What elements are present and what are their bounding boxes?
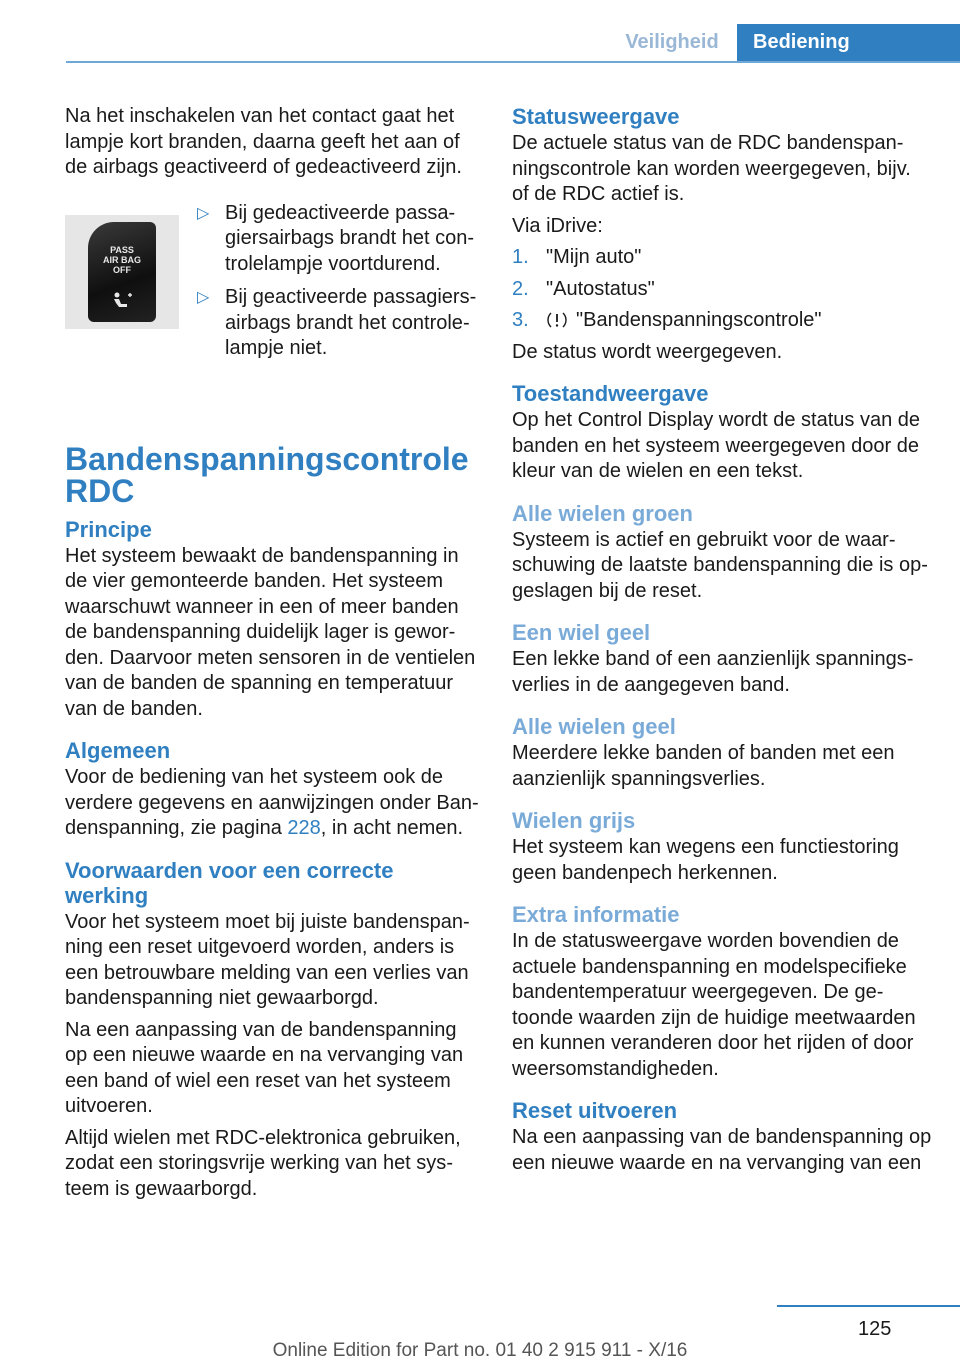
list-item: ▷ Bij geactiveerde passagiersairbags brandt het controlelampje niet. xyxy=(197,286,477,359)
header-rule xyxy=(66,61,960,63)
indicator-label: PASS AIR BAG OFF xyxy=(103,244,141,275)
voorwaarden-heading: Voorwaarden voor een correcte werking xyxy=(65,857,394,908)
voorwaarden-paragraph-3: Altijd wielen met RDC-elektronica gebruiken, zodat een storingsvrije werking van het systeem is gewaarborgd. xyxy=(65,1126,461,1200)
list-item: ▷ Bij gedeactiveerde passagiersairbags brandt het controlelampje voortdurend. xyxy=(197,201,475,275)
idrive-steps xyxy=(512,245,932,334)
header-tab-veiligheid[interactable]: Veiligheid xyxy=(625,31,719,53)
voorwaarden-paragraph-1: Voor het systeem moet bij juiste bandenspanning een reset uitgevoerd worden, anders is een betrouwbare melding van een verlies van bandenspanning niet gewaarborgd. xyxy=(65,910,470,1009)
wielen-grijs-paragraph: Het systeem kan wegens een functiestoring geen bandenpech herkennen. xyxy=(512,836,899,884)
status-shown: De status wordt weergegeven. xyxy=(512,340,783,363)
principe-paragraph: Het systeem bewaakt de bandenspanning in de vier gemonteerde banden. Het systeem waarschuwt wanneer in een of meer banden de bandenspanning duidelijk lager is geworden. Daarvoor meten sensoren in de ventielen van de banden de spanning en temperatuur van de banden. xyxy=(65,544,476,720)
airbag-bullet-list xyxy=(193,201,479,370)
reset-paragraph: Na een aanpassing van de bandenspanning op een nieuwe waarde en na vervanging van een xyxy=(512,1126,932,1174)
section-title: Bandenspanningscontrole RDC xyxy=(65,440,469,509)
extra-informatie-heading: Extra informatie xyxy=(512,902,680,927)
pass-airbag-off-photo xyxy=(65,215,179,329)
intro-paragraph: Na het inschakelen van het contact gaat het lampje kort branden, daarna geeft het aan of de airbags geactiveerd of gedeactiveerd zijn. xyxy=(65,105,462,178)
wielen-grijs-heading: Wielen grijs xyxy=(512,808,636,833)
left-column xyxy=(65,104,479,1208)
toestand-paragraph: Op het Control Display wordt de status van de banden en het systeem weergegeven door de kleur van de wielen en een tekst. xyxy=(512,409,920,482)
list-item: 2. "Autostatus" xyxy=(512,277,655,300)
triangle-bullet-icon: ▷ xyxy=(197,289,210,306)
alle-wielen-geel-heading: Alle wielen geel xyxy=(512,714,676,739)
footer-rule xyxy=(777,1305,960,1307)
een-wiel-geel-paragraph: Een lekke band of een aanzienlijk spanningsverlies in de aangegeven band. xyxy=(512,648,914,696)
reset-heading: Reset uitvoeren xyxy=(512,1098,678,1123)
page-reference-link[interactable]: 228 xyxy=(287,817,321,839)
toestand-heading: Toestandweergave xyxy=(512,381,709,406)
algemeen-paragraph: Voor de bediening van het systeem ook de verdere gegevens en aanwijzingen onder Bandenspanning, zie pagina 228, in acht nemen. xyxy=(65,766,479,839)
right-column xyxy=(512,104,932,1182)
header-tab-bediening[interactable]: Bediening xyxy=(737,24,960,61)
page-number: 125 xyxy=(858,1318,892,1340)
een-wiel-geel-heading: Een wiel geel xyxy=(512,620,651,645)
voorwaarden-paragraph-2: Na een aanpassing van de bandenspanning op een nieuwe waarde en na vervanging van een band of wiel een reset van het systeem uitvoeren. xyxy=(65,1018,464,1117)
via-idrive: Via iDrive: xyxy=(512,214,603,237)
groen-paragraph: Systeem is actief en gebruikt voor de waarschuwing de laatste bandenspanning die is opgeslagen bij de reset. xyxy=(512,528,928,602)
tire-pressure-warning-icon xyxy=(546,311,568,329)
groen-heading: Alle wielen groen xyxy=(512,500,693,526)
alle-wielen-geel-paragraph: Meerdere lekke banden of banden met een aanzienlijk spanningsverlies. xyxy=(512,742,895,790)
principe-heading: Principe xyxy=(65,516,152,542)
list-item: 1. "Mijn auto" xyxy=(512,246,642,268)
status-paragraph: De actuele status van de RDC bandenspanningscontrole kan worden weergegeven, bijv. of de RDC actief is. xyxy=(512,132,911,205)
list-item: 3. "Bandenspanningscontrole" xyxy=(512,309,822,331)
algemeen-heading: Algemeen xyxy=(65,738,171,763)
edition-footer: Online Edition for Part no. 01 40 2 915 911 - X/16 xyxy=(272,1340,688,1361)
seat-passenger-icon xyxy=(109,291,135,309)
triangle-bullet-icon: ▷ xyxy=(197,204,210,222)
airbag-indicator-block xyxy=(65,201,479,407)
status-heading: Statusweergave xyxy=(512,104,680,129)
extra-informatie-paragraph: In de statusweergave worden bovendien de actuele bandenspanning en modelspecifieke bandentemperatuur weergegeven. De getoonde waarden zijn de huidige meetwaarden en kunnen veranderen door het rijden of door weersomstandigheden. xyxy=(512,930,916,1080)
